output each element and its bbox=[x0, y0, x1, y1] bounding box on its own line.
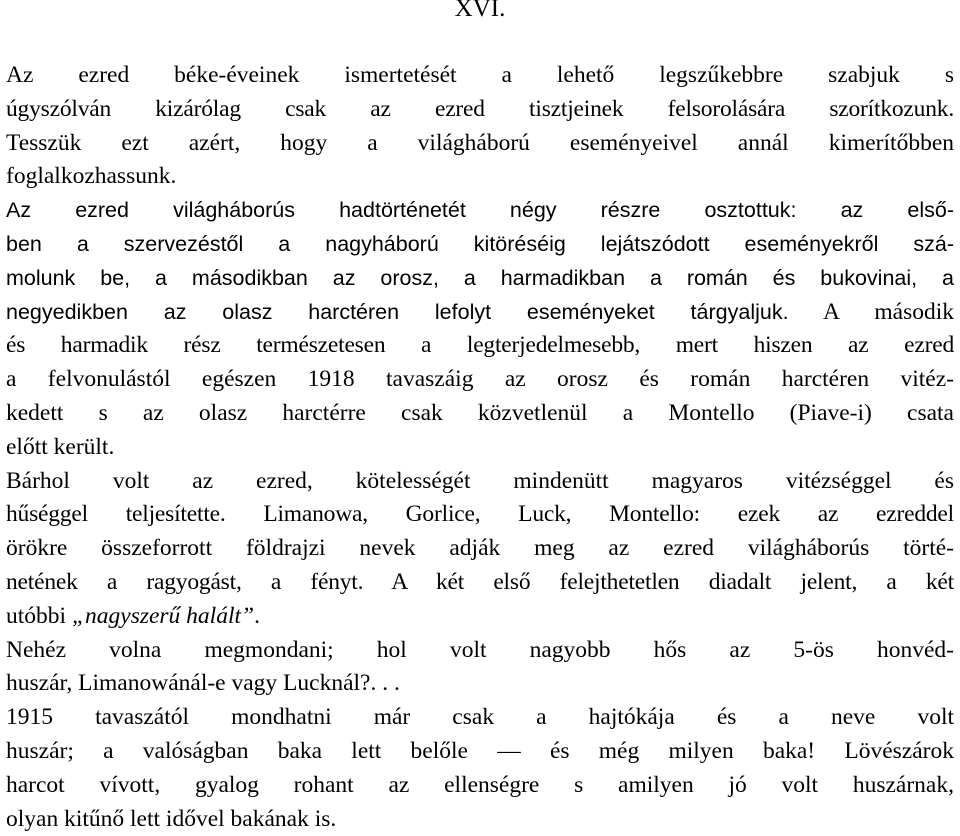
text-line: és harmadik rész természetesen a legterjedelmesebb, mert hiszen az ezred bbox=[6, 332, 954, 359]
text-line: 1915 tavaszától mondhatni már csak a hajtókája és a neve volt bbox=[6, 704, 954, 731]
text-line: Nehéz volna megmondani; hol volt nagyobb hős az 5-ös honvéd- bbox=[6, 636, 954, 663]
text-line: előtt került. bbox=[6, 433, 115, 460]
text-line: netének a ragyogást, a fényt. A két első felejthetetlen diadalt jelent, a két bbox=[6, 568, 954, 595]
text-line: úgyszólván kizárólag csak az ezred tisztjeinek felsorolására szorítkozunk. bbox=[6, 95, 954, 122]
text-line: Az ezred béke-éveinek ismertetését a lehető legszűkebbre szabjuk s bbox=[6, 62, 954, 88]
text-body bbox=[6, 59, 954, 836]
text-line: ben a szervezéstől a nagyháború kitöréséig lejátszódott eseményekről szá- bbox=[6, 231, 954, 256]
text-line: Tesszük ezt azért, hogy a világháború eseményeivel annál kimerítőbben bbox=[6, 129, 954, 156]
text-line: foglalkozhassunk. bbox=[6, 163, 177, 190]
text-line: huszár; a valóságban baka lett belőle — és még milyen baka! Lövészárok bbox=[6, 737, 954, 764]
text-line: a felvonulástól egészen 1918 tavaszáig az orosz és román harctéren vitéz- bbox=[6, 366, 954, 393]
text-line: Bárhol volt az ezred, kötelességét mindenütt magyaros vitézséggel és bbox=[6, 467, 954, 494]
text-span: utóbbi bbox=[6, 602, 72, 629]
text-line: molunk be, a másodikban az orosz, a harmadikban a román és bukovinai, a bbox=[6, 265, 954, 290]
text-span: negyedikben az olasz harctéren lefolyt eseményeket tárgyaljuk. bbox=[6, 299, 789, 324]
text-line: örökre összeforrott földrajzi nevek adják meg az ezred világháborús törté- bbox=[6, 535, 954, 562]
text-line bbox=[6, 600, 954, 634]
text-line bbox=[6, 296, 954, 330]
text-line: kedett s az olasz harctérre csak közvetlenül a Montello (Piave-i) csata bbox=[6, 399, 954, 426]
text-line: olyan kitűnő lett idővel bakának is. bbox=[6, 805, 337, 832]
text-line: harcot vívott, gyalog rohant az ellenségre s amilyen jó volt huszárnak, bbox=[6, 771, 954, 798]
text-span: . bbox=[254, 602, 260, 629]
text-line: huszár, Limanowánál-e vagy Lucknál?. . . bbox=[6, 670, 400, 697]
text-span: A második bbox=[788, 298, 954, 325]
page-number: XVI. bbox=[454, 0, 506, 22]
text-line: Az ezred világháborús hadtörténetét négy részre osztottuk: az első- bbox=[6, 198, 954, 223]
text-line: hűséggel teljesítette. Limanowa, Gorlice, Luck, Montello: ezek az ezreddel bbox=[6, 501, 954, 528]
italic-phrase: „nagyszerű halált” bbox=[71, 602, 255, 629]
